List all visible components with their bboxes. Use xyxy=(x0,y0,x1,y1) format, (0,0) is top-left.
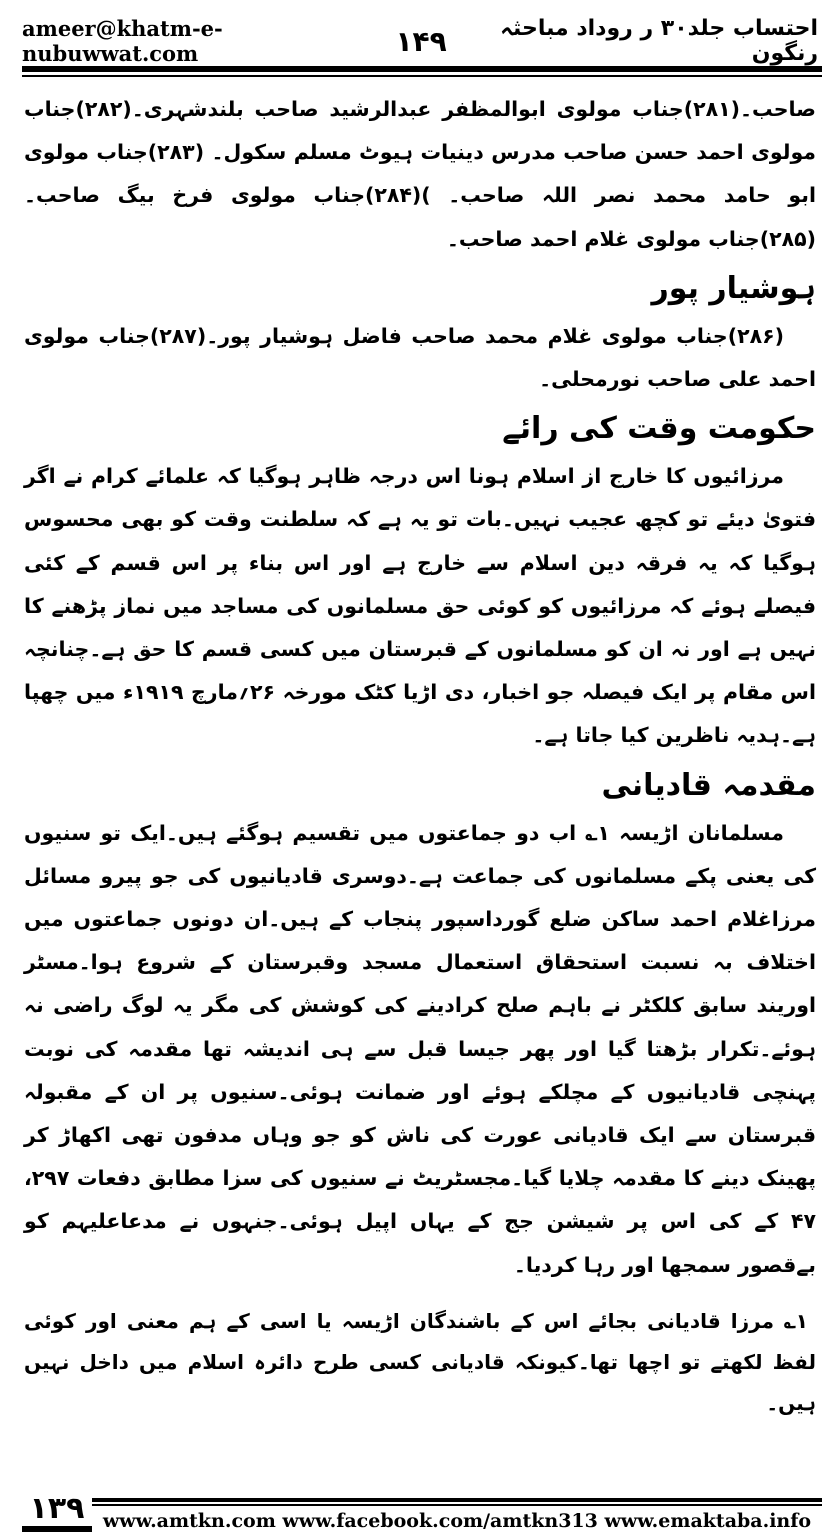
footnote: ۱؎ مرزا قادیانی بجائے اس کے باشندگان اڑیسہ یا اسی کے ہم معنی اور کوئی لفظ لکھتے تو اچھا تھا۔کیونکہ قادیانی کسی طرح دائرہ اسلام میں داخل نہیں ہیں۔ xyxy=(24,1308,816,1415)
page-header xyxy=(22,18,818,64)
page-footer xyxy=(22,1491,822,1532)
paragraph-government-opinion: مرزائیوں کا خارج از اسلام ہونا اس درجہ ظاہر ہوگیا کہ علمائے کرام نے اگر فتویٰ دیئے تو کچھ عجیب نہیں۔بات تو یہ ہے کہ سلطنت وقت کو بھی محسوس ہوگیا کہ یہ فرقہ دین اسلام سے خارج ہے اور اس بناء پر اس قسم کے کئی فیصلے ہوئے کہ مرزائیوں کو کوئی حق مسلمانوں کی مساجد میں نماز پڑھنے کا نہیں ہے اور نہ ان کو مسلمانوں کے قبرستان میں کسی قسم کا حق ہے۔چنانچہ اس مقام پر ایک فیصلہ جو اخبار، دی اڑیا کٹک مورخہ ۲۶؍مارچ ۱۹۱۹ء میں چھپا ہے۔ہدیہ ناظرین کیا جاتا ہے۔ xyxy=(24,464,816,748)
footer-rule-thick xyxy=(92,1498,822,1502)
paragraph-qadiani-case: مسلمانان اڑیسہ ۱؎ اب دو جماعتوں میں تقسیم ہوگئے ہیں۔ایک تو سنیوں کی یعنی پکے مسلمانوں کی جماعت ہے۔دوسری قادیانیوں کی جو پیرو مسائل مرزاغلام احمد ساکن ضلع گورداسپور پنجاب کے ہیں۔ان دونوں جماعتوں میں اختلاف بہ نسبت استحقاق استعمال مسجد وقبرستان کے شروع ہوا۔مسٹر اوریند سابق کلکٹر نے باہم صلح کرادینے کی کوشش کی مگر یہ لوگ راضی نہ ہوئے۔تکرار بڑھتا گیا اور پھر جیسا قبل سے ہی اندیشہ تھا مقدمہ کی نوبت پہنچی قادیانیوں کے مچلکے ہوئے اور ضمانت ہوئی۔سنیوں پر ان کے مقبولہ قبرستان سے ایک قادیانی عورت کی ناش کو جو وہاں مدفون تھی اکھاڑ کر پھینک دینے کا مقدمہ چلایا گیا۔مجسٹریٹ نے سنیوں کی سزا مطابق دفعات ۲۹۷، ۴۷ کے کی اس پر شیشن جج کے یہاں اپیل ہوئی۔جنہوں نے مدعاعلیہم کو بےقصور سمجھا اور رہا کردیا۔ xyxy=(24,820,816,1277)
footer-links-area xyxy=(92,1498,822,1532)
footer-links: www.amtkn.com www.facebook.com/amtkn313 www.emaktaba.info xyxy=(102,1510,812,1532)
section-heading-qadiani-case: مقدمہ قادیانی xyxy=(601,767,816,803)
header-rule-thick xyxy=(22,66,822,72)
header-title: احتساب جلد۳۰ ر روداد مباحثہ رنگون xyxy=(500,16,818,66)
header-email: ameer@khatm-e-nubuwwat.com xyxy=(22,16,223,66)
paragraph-names-list: صاحب۔(۲۸۱)جناب مولوی ابوالمظفر عبدالرشید صاحب بلندشہری۔(۲۸۲)جناب مولوی احمد حسن صاحب مدرس دینیات ہیوٹ مسلم سکول۔ (۲۸۳)جناب مولوی ابو حامد محمد نصر اللہ صاحب۔ )(۲۸۴)جناب مولوی فرخ بیگ صاحب۔ (۲۸۵)جناب مولوی غلام احمد صاحب۔ xyxy=(24,97,816,251)
section-heading-government-opinion: حکومت وقت کی رائے xyxy=(502,411,816,447)
header-page-number: ۱۴۹ xyxy=(395,24,447,58)
header-left xyxy=(22,16,447,66)
section-heading-hoshiarpur: ہوشیار پور xyxy=(651,270,816,306)
footer-rule-thin xyxy=(92,1504,822,1506)
footer-page-number: ۱۳۹ xyxy=(22,1492,92,1532)
header-rule-thin xyxy=(22,75,822,77)
page-body xyxy=(24,88,816,1424)
paragraph-hoshiarpur: (۲۸۶)جناب مولوی غلام محمد صاحب فاضل ہوشیار پور۔(۲۸۷)جناب مولوی احمد علی صاحب نورمحلی۔ xyxy=(24,323,816,392)
